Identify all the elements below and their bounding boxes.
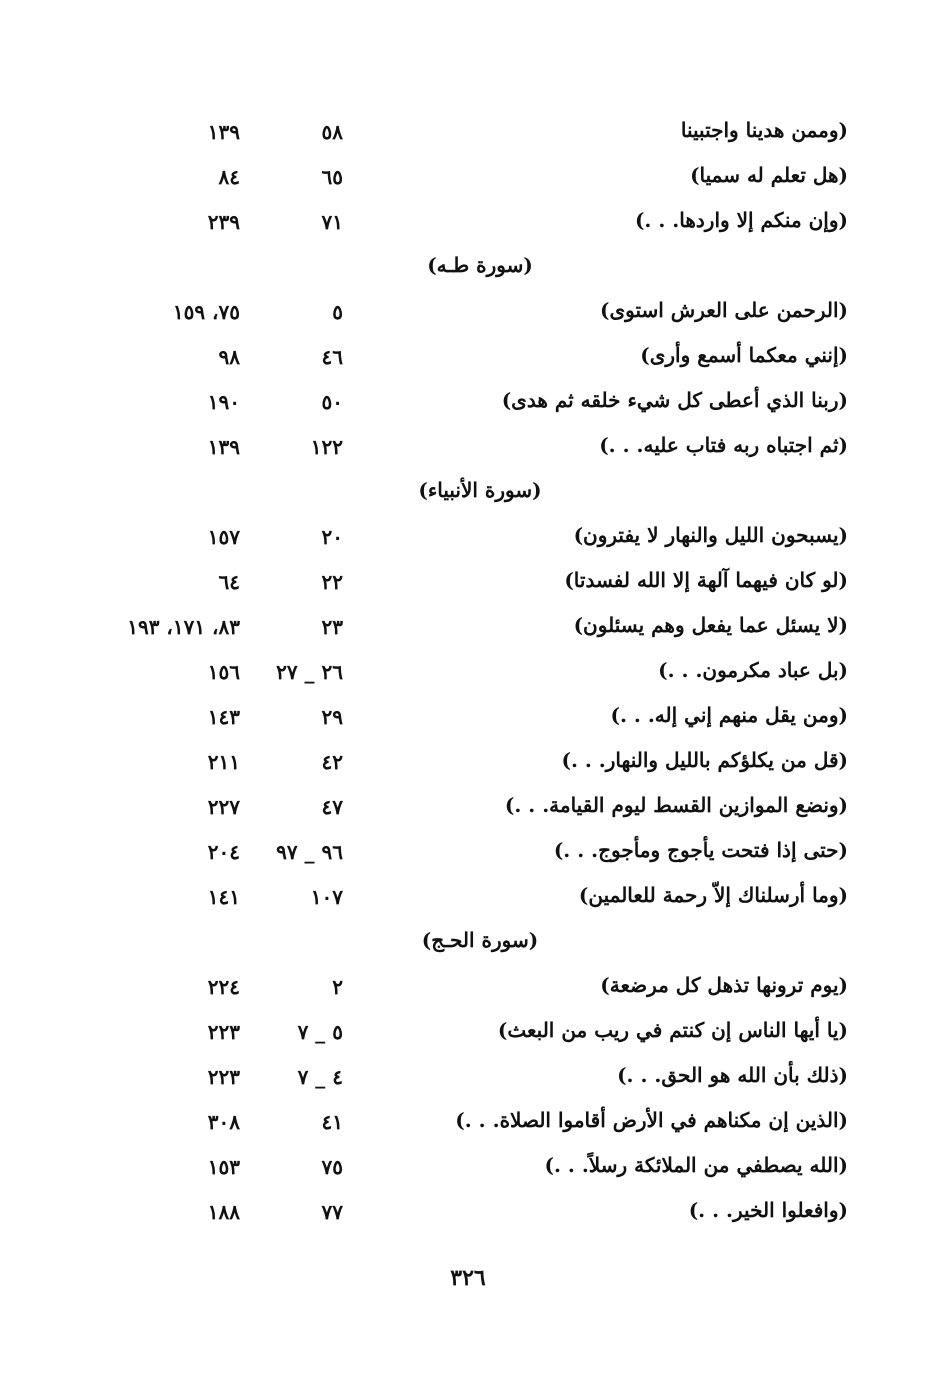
verse-number: ١٠٧ bbox=[310, 885, 343, 909]
verse-number: ٢٩ bbox=[321, 705, 343, 729]
index-entry-row bbox=[0, 334, 937, 379]
verse-text: (ثم اجتباه ربه فتاب عليه. . .) bbox=[599, 433, 848, 457]
verse-number: ٧١ bbox=[321, 210, 343, 234]
verse-number: ٦٥ bbox=[321, 165, 343, 189]
verse-number: ٥٨ bbox=[321, 120, 343, 144]
verse-number: ٢٠ bbox=[321, 525, 343, 549]
page-reference: ٨٣، ١٧١، ١٩٣ bbox=[127, 615, 240, 639]
verse-text: (يوم ترونها تذهل كل مرضعة) bbox=[600, 973, 848, 997]
verse-text: (إنني معكما أسمع وأرى) bbox=[640, 343, 848, 367]
index-entry-row bbox=[0, 289, 937, 334]
verse-text: (وافعلوا الخير. . .) bbox=[688, 1198, 848, 1222]
index-entry-row bbox=[0, 559, 937, 604]
verse-number: ٥ _ ٧ bbox=[297, 1020, 343, 1044]
verse-number: ٤ _ ٧ bbox=[297, 1065, 343, 1089]
page-number: ٣٢٦ bbox=[450, 1265, 486, 1291]
verse-text: (وإن منكم إلا واردها. . .) bbox=[634, 208, 848, 232]
page-reference: ١٩٠ bbox=[207, 390, 240, 414]
page-reference: ٢٠٤ bbox=[207, 840, 240, 864]
verse-number: ٧٧ bbox=[321, 1200, 343, 1224]
index-entry-row bbox=[0, 874, 937, 919]
page-reference: ٣٠٨ bbox=[207, 1110, 240, 1134]
verse-text: (يا أيها الناس إن كنتم في ريب من البعث) bbox=[497, 1018, 848, 1042]
verse-number: ٥٠ bbox=[321, 390, 343, 414]
surah-heading: (سورة الحـج) bbox=[421, 928, 539, 952]
index-entry-row bbox=[0, 514, 937, 559]
verse-number: ١٢٢ bbox=[310, 435, 343, 459]
page-reference: ٢٣٩ bbox=[207, 210, 240, 234]
index-entry-row bbox=[0, 964, 937, 1009]
page-reference: ٢٢٣ bbox=[207, 1065, 240, 1089]
verse-text: (حتى إذا فتحت يأجوج ومأجوج. . .) bbox=[553, 838, 848, 862]
verse-number: ٩٦ _ ٩٧ bbox=[276, 840, 343, 864]
page-reference: ١٤١ bbox=[207, 885, 240, 909]
verse-text: (لا يسئل عما يفعل وهم يسئلون) bbox=[573, 613, 848, 637]
verse-text: (ونضع الموازين القسط ليوم القيامة. . .) bbox=[504, 793, 848, 817]
page-reference: ١٤٣ bbox=[207, 705, 240, 729]
verse-number: ٧٥ bbox=[321, 1155, 343, 1179]
verse-number: ٢٦ _ ٢٧ bbox=[276, 660, 343, 684]
page-reference: ١٣٩ bbox=[207, 120, 240, 144]
page-reference: ٦٤ bbox=[218, 570, 240, 594]
verse-text: (يسبحون الليل والنهار لا يفترون) bbox=[573, 523, 848, 547]
index-entry-row bbox=[0, 649, 937, 694]
index-entry-row bbox=[0, 154, 937, 199]
verse-text: (هل تعلم له سميا) bbox=[690, 163, 848, 187]
page-reference: ١٥٣ bbox=[207, 1155, 240, 1179]
verse-text: (ومن يقل منهم إني إله. . .) bbox=[610, 703, 848, 727]
surah-heading: (سورة طـه) bbox=[427, 253, 533, 277]
index-entry-row bbox=[0, 1144, 937, 1189]
surah-heading-row bbox=[0, 469, 937, 514]
surah-heading: (سورة الأنبياء) bbox=[418, 478, 542, 502]
verse-text: (وما أرسلناك إلاّ رحمة للعالمين) bbox=[578, 883, 848, 907]
verse-number: ٤٦ bbox=[321, 345, 343, 369]
verse-number: ٢ bbox=[332, 975, 343, 999]
verse-text: (الذين إن مكناهم في الأرض أقاموا الصلاة. . .) bbox=[455, 1108, 848, 1132]
page-reference: ٩٨ bbox=[218, 345, 240, 369]
verse-text: (وممن هدينا واجتبينا bbox=[680, 118, 848, 142]
index-entry-row bbox=[0, 199, 937, 244]
page-reference: ٢١١ bbox=[207, 750, 240, 774]
page-reference: ٨٤ bbox=[218, 165, 240, 189]
verse-text: (ربنا الذي أعطى كل شيء خلقه ثم هدى) bbox=[501, 388, 848, 412]
verse-number: ٥ bbox=[332, 300, 343, 324]
surah-heading-row bbox=[0, 244, 937, 289]
verse-text: (قل من يكلؤكم بالليل والنهار. . .) bbox=[561, 748, 848, 772]
verse-text: (الله يصطفي من الملائكة رسلاً. . .) bbox=[544, 1153, 848, 1177]
page-reference: ٢٢٧ bbox=[207, 795, 240, 819]
index-entry-row bbox=[0, 739, 937, 784]
page-reference: ٢٢٣ bbox=[207, 1020, 240, 1044]
verse-number: ٢٣ bbox=[321, 615, 343, 639]
index-entry-row bbox=[0, 1009, 937, 1054]
verse-text: (لو كان فيهما آلهة إلا الله لفسدتا) bbox=[564, 568, 848, 592]
surah-heading-row bbox=[0, 919, 937, 964]
verse-text: (بل عباد مكرمون. . .) bbox=[658, 658, 848, 682]
verse-text: (الرحمن على العرش استوى) bbox=[600, 298, 848, 322]
index-entry-row bbox=[0, 784, 937, 829]
verse-number: ٤٧ bbox=[321, 795, 343, 819]
verse-index-list bbox=[0, 109, 937, 1234]
index-entry-row bbox=[0, 829, 937, 874]
index-entry-row bbox=[0, 109, 937, 154]
page-reference: ١٥٧ bbox=[207, 525, 240, 549]
page-reference: ١٨٨ bbox=[207, 1200, 240, 1224]
index-entry-row bbox=[0, 694, 937, 739]
index-entry-row bbox=[0, 1054, 937, 1099]
index-entry-row bbox=[0, 379, 937, 424]
verse-text: (ذلك بأن الله هو الحق. . .) bbox=[617, 1063, 848, 1087]
index-entry-row bbox=[0, 604, 937, 649]
page-reference: ١٥٦ bbox=[207, 660, 240, 684]
verse-number: ٤٢ bbox=[321, 750, 343, 774]
page-reference: ٢٢٤ bbox=[207, 975, 240, 999]
index-entry-row bbox=[0, 1099, 937, 1144]
index-entry-row bbox=[0, 1189, 937, 1234]
page-reference: ٧٥، ١٥٩ bbox=[172, 300, 240, 324]
verse-number: ٢٢ bbox=[321, 570, 343, 594]
index-entry-row bbox=[0, 424, 937, 469]
page-reference: ١٣٩ bbox=[207, 435, 240, 459]
verse-number: ٤١ bbox=[321, 1110, 343, 1134]
